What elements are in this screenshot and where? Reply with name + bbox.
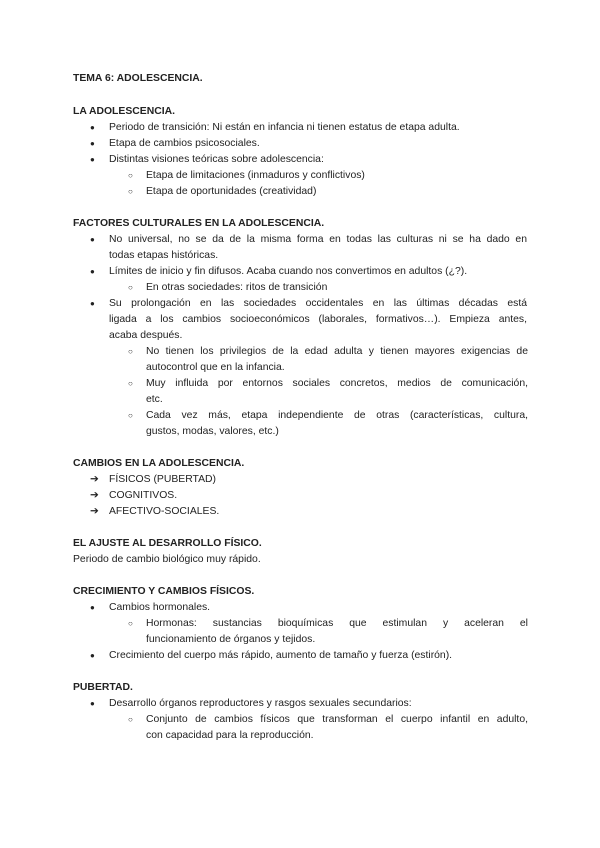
sub-list-item-continuation: funcionamiento de órganos y tejidos. <box>146 634 316 645</box>
bullet-icon: ● <box>90 651 95 660</box>
sub-list-item-text: Hormonas: sustancias bioquímicas que estimulan y aceleran el <box>146 618 528 629</box>
sub-bullet-icon: ○ <box>128 187 133 196</box>
sub-list-item-text: En otras sociedades: ritos de transición <box>146 282 328 293</box>
section-heading-cambios: CAMBIOS EN LA ADOLESCENCIA. <box>73 458 245 469</box>
paragraph: Periodo de cambio biológico muy rápido. <box>73 554 261 565</box>
list-item <box>90 152 324 168</box>
sub-bullet-icon: ○ <box>128 347 133 356</box>
sub-bullet-icon: ○ <box>128 715 133 724</box>
bullet-icon: ● <box>90 123 95 132</box>
sub-bullet-icon: ○ <box>128 619 133 628</box>
list-item-text: Etapa de cambios psicosociales. <box>109 138 260 149</box>
sub-bullet-icon: ○ <box>128 171 133 180</box>
sub-list-item-continuation: gustos, modas, valores, etc.) <box>146 426 279 437</box>
sub-list-item <box>128 280 328 296</box>
sub-list-item-text: Etapa de limitaciones (inmaduros y conflictivos) <box>146 170 365 181</box>
sub-list-item <box>128 168 365 184</box>
list-item-text: Desarrollo órganos reproductores y rasgos sexuales secundarios: <box>109 698 412 709</box>
bullet-icon: ● <box>90 603 95 612</box>
arrow-list-item-text: AFECTIVO-SOCIALES. <box>109 506 220 517</box>
sub-bullet-icon: ○ <box>128 411 133 420</box>
list-item-text: Crecimiento del cuerpo más rápido, aumento de tamaño y fuerza (estirón). <box>109 650 453 661</box>
arrow-right-icon: ➔ <box>90 506 99 517</box>
sub-list-item <box>128 712 528 728</box>
sub-list-item-text: Conjunto de cambios físicos que transforman el cuerpo infantil en adulto, <box>146 714 528 725</box>
sub-list-item-text: No tienen los privilegios de la edad adulta y tienen mayores exigencias de <box>146 346 528 357</box>
list-item <box>90 648 453 664</box>
arrow-list-item-text: FÍSICOS (PUBERTAD) <box>109 474 216 485</box>
bullet-icon: ● <box>90 235 95 244</box>
sub-list-item <box>128 184 317 200</box>
sub-list-item-continuation: autocontrol que en la infancia. <box>146 362 285 373</box>
bullet-icon: ● <box>90 155 95 164</box>
sub-list-item-text: Etapa de oportunidades (creatividad) <box>146 186 317 197</box>
list-item <box>90 120 460 136</box>
section-heading-pubertad: PUBERTAD. <box>73 682 133 693</box>
bullet-icon: ● <box>90 699 95 708</box>
list-item <box>90 600 211 616</box>
list-item-continuation: acaba después. <box>109 330 183 341</box>
list-item <box>90 232 527 248</box>
arrow-right-icon: ➔ <box>90 474 99 485</box>
sub-list-item <box>128 344 528 360</box>
bullet-icon: ● <box>90 267 95 276</box>
list-item-text: Límites de inicio y fin difusos. Acaba cuando nos convertimos en adultos (¿?). <box>109 266 468 277</box>
section-heading-ajuste: EL AJUSTE AL DESARROLLO FÍSICO. <box>73 538 262 549</box>
arrow-list-item <box>90 488 178 504</box>
section-heading-adolescencia: LA ADOLESCENCIA. <box>73 106 175 117</box>
list-item-continuation: todas etapas históricas. <box>109 250 219 261</box>
sub-list-item-text: Muy influida por entornos sociales concretos, medios de comunicación, <box>146 378 528 389</box>
list-item-text: Cambios hormonales. <box>109 602 211 613</box>
list-item <box>90 264 468 280</box>
arrow-list-item-text: COGNITIVOS. <box>109 490 178 501</box>
sub-list-item <box>128 616 528 632</box>
list-item-text: Su prolongación en las sociedades occidentales en las últimas décadas está <box>109 298 527 309</box>
section-heading-factores-culturales: FACTORES CULTURALES EN LA ADOLESCENCIA. <box>73 218 325 229</box>
list-item-text: Distintas visiones teóricas sobre adolescencia: <box>109 154 324 165</box>
sub-bullet-icon: ○ <box>128 379 133 388</box>
document-title: TEMA 6: ADOLESCENCIA. <box>73 73 203 84</box>
sub-list-item-text: Cada vez más, etapa independiente de otras (características, cultura, <box>146 410 528 421</box>
list-item <box>90 136 260 152</box>
sub-list-item-continuation: etc. <box>146 394 163 405</box>
sub-bullet-icon: ○ <box>128 283 133 292</box>
sub-list-item <box>128 376 528 392</box>
list-item-text: Periodo de transición: Ni están en infancia ni tienen estatus de etapa adulta. <box>109 122 460 133</box>
list-item-text: No universal, no se da de la misma forma en todas las culturas ni se ha dado en <box>109 234 527 245</box>
list-item <box>90 696 412 712</box>
arrow-list-item <box>90 472 216 488</box>
arrow-list-item <box>90 504 220 520</box>
list-item <box>90 296 527 312</box>
section-heading-crecimiento: CRECIMIENTO Y CAMBIOS FÍSICOS. <box>73 586 255 597</box>
sub-list-item <box>128 408 528 424</box>
arrow-right-icon: ➔ <box>90 490 99 501</box>
bullet-icon: ● <box>90 299 95 308</box>
sub-list-item-continuation: con capacidad para la reproducción. <box>146 730 314 741</box>
list-item-continuation: ligada a los cambios socioeconómicos (laborales, formativos…). Empieza antes, <box>109 314 527 325</box>
bullet-icon: ● <box>90 139 95 148</box>
